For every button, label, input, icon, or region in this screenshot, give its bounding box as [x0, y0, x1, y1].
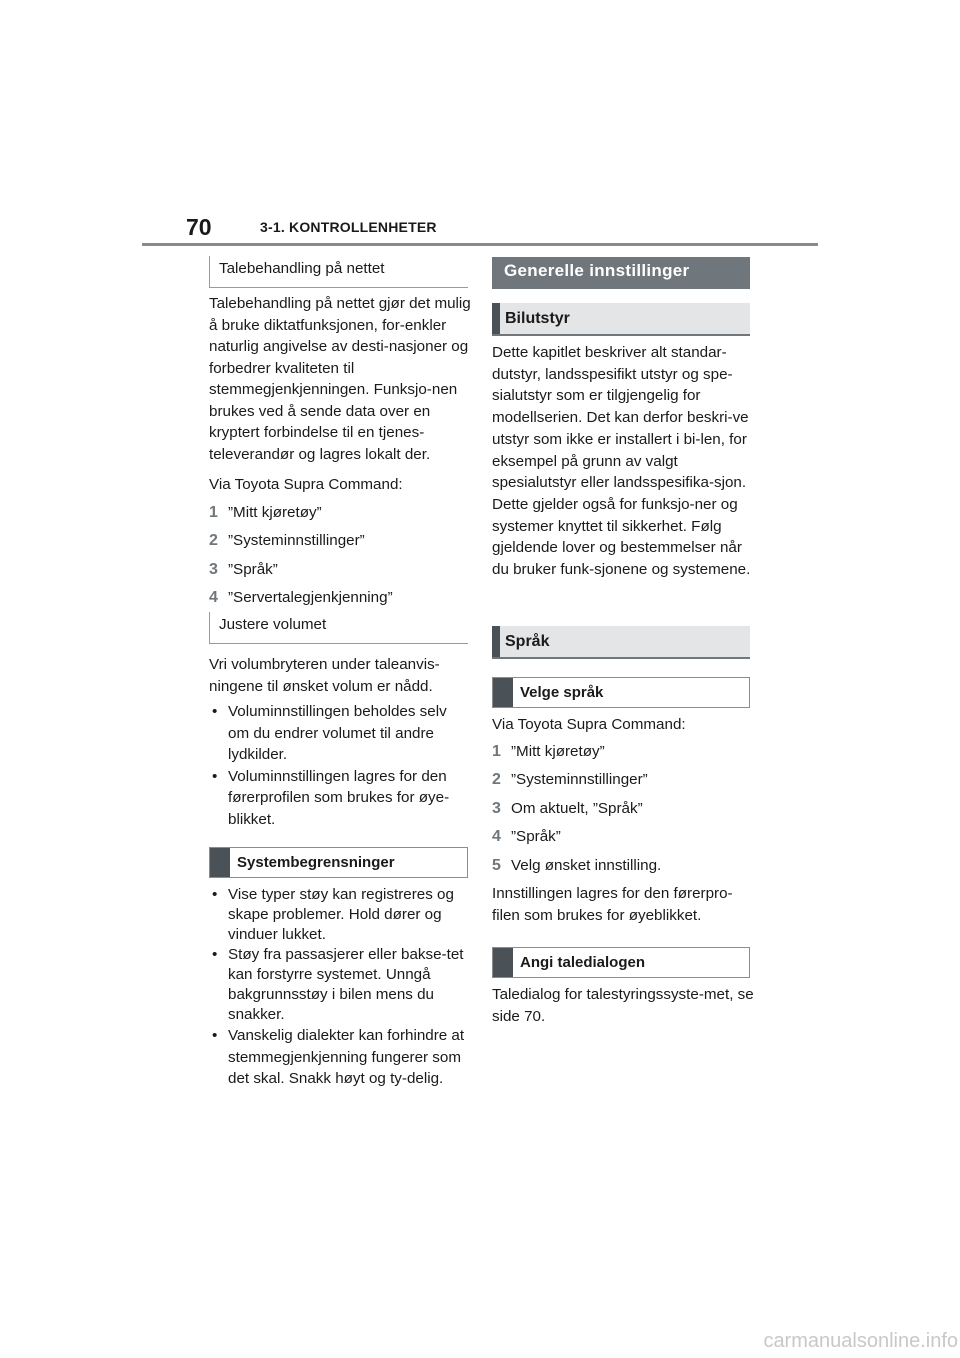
heading-language — [492, 626, 750, 659]
paragraph: Vri volumbryteren under taleanvis-ningene til ønsket volum er nådd. — [209, 656, 440, 695]
heading-marker — [492, 626, 500, 657]
section-volume-body — [209, 654, 471, 830]
page-number: 70 — [186, 214, 212, 240]
paragraph: Via Toyota Supra Command: — [209, 476, 403, 493]
bullet-list — [209, 885, 471, 1090]
step-text: Om aktuelt, ”Språk” — [511, 799, 643, 817]
heading-marker — [492, 303, 500, 334]
paragraph: Talebehandling på nettet gjør det mulig å bruke diktatfunksjonen, for-enkler naturlig angivelse av desti-nasjoner og forbedrer kvaliteten til stemmegjenkjenningen. Funksjo-nen brukes ved å sende data over en kryptert forbindelse til en tjenes-televerandør og lagres lokalt der. — [209, 295, 471, 463]
paragraph: Innstillingen lagres for den førerpro-filen som brukes for øyeblikket. — [492, 885, 733, 924]
step-text: ”Språk” — [511, 828, 561, 845]
watermark — [0, 1330, 960, 1353]
section-speech-dialog-body — [492, 984, 754, 1027]
step-list — [209, 502, 471, 609]
step-number: 4 — [209, 589, 218, 606]
step-item — [209, 502, 471, 524]
step-item — [492, 741, 754, 763]
step-number: 2 — [209, 532, 218, 549]
step-text: ”Systeminnstillinger” — [228, 532, 365, 549]
step-item — [209, 530, 471, 552]
section-online-speech-body — [209, 293, 471, 616]
step-item — [209, 559, 471, 581]
step-number: 4 — [492, 828, 501, 845]
step-item — [492, 826, 754, 848]
step-item — [492, 855, 754, 877]
heading-label: Bilutstyr — [505, 309, 570, 327]
step-number: 2 — [492, 771, 501, 788]
heading-vehicle-equipment — [492, 303, 750, 336]
watermark-text: carmanualsonline.info — [763, 1330, 958, 1352]
bullet-item: • Støy fra passasjerer eller bakse-tet kan forstyrre systemet. Unngå bakgrunnsstøy i bilen mens du snakker. — [209, 945, 471, 1025]
heading-label: Språk — [505, 632, 550, 650]
step-item — [492, 769, 754, 791]
heading-select-language — [492, 677, 750, 708]
section-heading-online-speech: Talebehandling på nettet — [209, 256, 468, 288]
step-item — [209, 587, 471, 609]
heading-marker — [493, 678, 513, 707]
step-text: ”Servertalegjenkjenning” — [228, 589, 393, 606]
bullet-item: • Voluminnstillingen lagres for den førerprofilen som brukes for øye-blikket. — [209, 766, 471, 831]
section-heading-system-limits — [209, 847, 468, 878]
step-number: 5 — [492, 856, 501, 874]
step-text: ”Mitt kjøretøy” — [228, 503, 322, 521]
main-heading-general-settings: Generelle innstillinger — [492, 257, 750, 289]
step-text: ”Mitt kjøretøy” — [511, 742, 605, 760]
heading-speech-dialog — [492, 947, 750, 978]
section-system-limits-body — [209, 885, 471, 1090]
bullet-item: • Voluminnstillingen beholdes selv om du endrer volumet til andre lydkilder. — [209, 701, 471, 766]
header-rule — [142, 243, 818, 246]
heading-marker — [493, 948, 513, 977]
step-text: ”Språk” — [228, 560, 278, 578]
paragraph: Dette kapitlet beskriver alt standar-dutstyr, landsspesifikt utstyr og spe-sialutstyr som er tilgjengelig for modellserien. Det kan derfor beskri-ve utstyr som ikke er installert i bi-len, for eksempel på grunn av valgt spesialutstyr eller landsspesifika-sjon. Dette gjelder også for funksjo-ner og systemer knyttet til sikkerhet. Følg gjeldende lover og bestemmelser når du bruker funk-sjonene og systemene. — [492, 344, 751, 579]
bullet-list — [209, 701, 471, 830]
step-number: 1 — [209, 503, 218, 521]
chapter-title: 3-1. KONTROLLENHETER — [260, 219, 437, 235]
step-number: 3 — [492, 799, 501, 817]
heading-label: Angi taledialogen — [520, 954, 646, 971]
section-select-language-body — [492, 714, 754, 926]
step-number: 3 — [209, 560, 218, 578]
paragraph: Via Toyota Supra Command: — [492, 716, 686, 733]
step-text: ”Systeminnstillinger” — [511, 771, 648, 788]
heading-marker — [210, 848, 230, 877]
step-text: Velg ønsket innstilling. — [511, 856, 662, 874]
paragraph: Taledialog for talestyringssyste-met, se side 70. — [492, 986, 754, 1025]
bullet-item: • Vise typer støy kan registreres og skape problemer. Hold dører og vinduer lukket. — [209, 885, 471, 945]
step-number: 1 — [492, 742, 501, 760]
bullet-item: • Vanskelig dialekter kan forhindre at stemmegjenkjenning fungerer som det skal. Snakk høyt og ty-delig. — [209, 1025, 471, 1090]
section-vehicle-equipment-body — [492, 342, 754, 581]
step-list — [492, 741, 754, 877]
step-item — [492, 798, 754, 820]
heading-label: Systembegrensninger — [237, 854, 395, 871]
heading-label: Velge språk — [520, 684, 604, 701]
section-heading-volume: Justere volumet — [209, 612, 468, 644]
